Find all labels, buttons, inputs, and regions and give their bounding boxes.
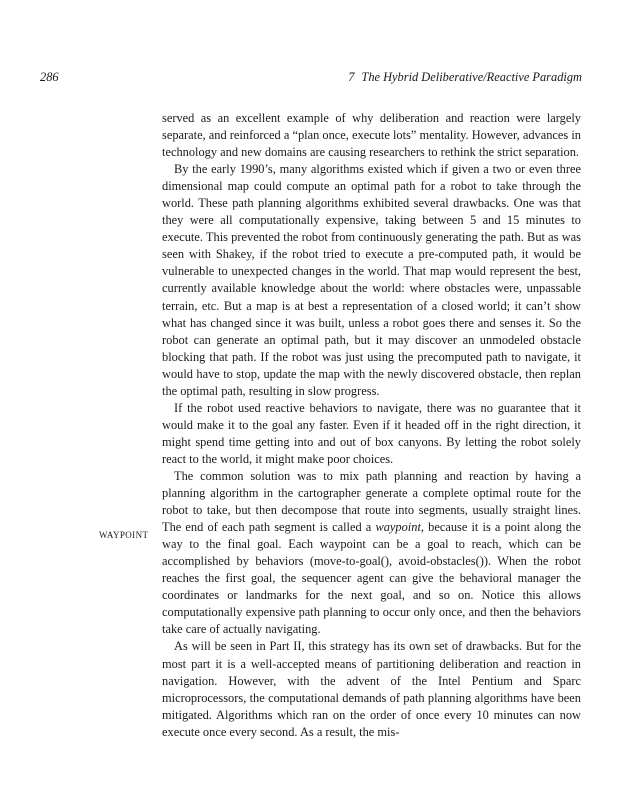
paragraph-3: If the robot used reactive behaviors to navigate, there was no guarantee that it would make it to the goal any faster. Even if it headed off in the right direction, it might spend time getting into and out of box canyons. By letting the robot solely react to the world, it might make poor choices. xyxy=(162,400,581,466)
waypoint-term: waypoint xyxy=(375,520,421,535)
paragraph-2: By the early 1990’s, many algorithms existed which if given a two or even three dimensional map could compute an optimal path for a robot to take through the world. These path planning algorithms exhibited several drawbacks. One was that they were all computationally expensive, taking between 5 and 15 minutes to execute. This prevented the robot from continuously generating the path. But as was seen with Shakey, if the robot tried to execute a pre-computed path, it would be vulnerable to unexpected changes in the world. That map would represent the best, currently available knowledge about the world: where obstacles were, unpassable terrain, etc. But a map is at best a representation of a closed world; it can’t show what has changed since it was built, unless a robot goes there and senses it. So the robot can generate an optimal path, but it may discover an unmodeled obstacle blocking that path. If the robot was just using the precomputed path to navigate, it would have to stop, update the map with the newly discovered obstacle, then replan the optimal path, resulting in slow progress. xyxy=(162,162,581,398)
body-text xyxy=(162,110,581,741)
running-header xyxy=(40,70,582,90)
running-head xyxy=(348,70,582,85)
page-number: 286 xyxy=(40,70,59,84)
paragraph-5: As will be seen in Part II, this strategy has its own set of drawbacks. But for the most part it is a well-accepted means of partitioning deliberation and reaction in navigation. However, with the advent of the Intel Pentium and Sparc microprocessors, the computational demands of path planning algorithms have been mitigated. Algorithms which ran on the order of once every 10 minutes can now execute once every second. As a result, the mis- xyxy=(162,639,581,739)
paragraph-4-text-after: , because it is a point along the way to the final goal. Each waypoint can be a goal to reach, which can be accomplished by behaviors (move-to-goal(), avoid-obstacles()). When the robot reaches the first goal, the sequencer agent can give the behavioral manager the coordinates or landmarks for the next goal, and so on. Notice this allows computationally expensive path planning to occur only once, and then the behaviors take care of actually navigating. xyxy=(162,520,581,637)
chapter-title: The Hybrid Deliberative/Reactive Paradigm xyxy=(361,70,582,84)
paragraph-4 xyxy=(162,468,581,638)
paragraph-4-text-before: The common solution was to mix path planning and reaction by having a planning algorithm in the cartographer generate a complete optimal route for the robot to take, but then decompose that route into segments, usually straight lines. The end of each path segment is called a xyxy=(162,468,581,535)
chapter-number: 7 xyxy=(348,70,355,84)
paragraph-1: served as an excellent example of why deliberation and reaction were largely separate, and reinforced a “plan once, execute lots” mentality. However, advances in technology and new domains are causing researchers to rethink the strict separation. xyxy=(162,111,581,160)
margin-note-waypoint: WAYPOINT xyxy=(99,530,149,540)
